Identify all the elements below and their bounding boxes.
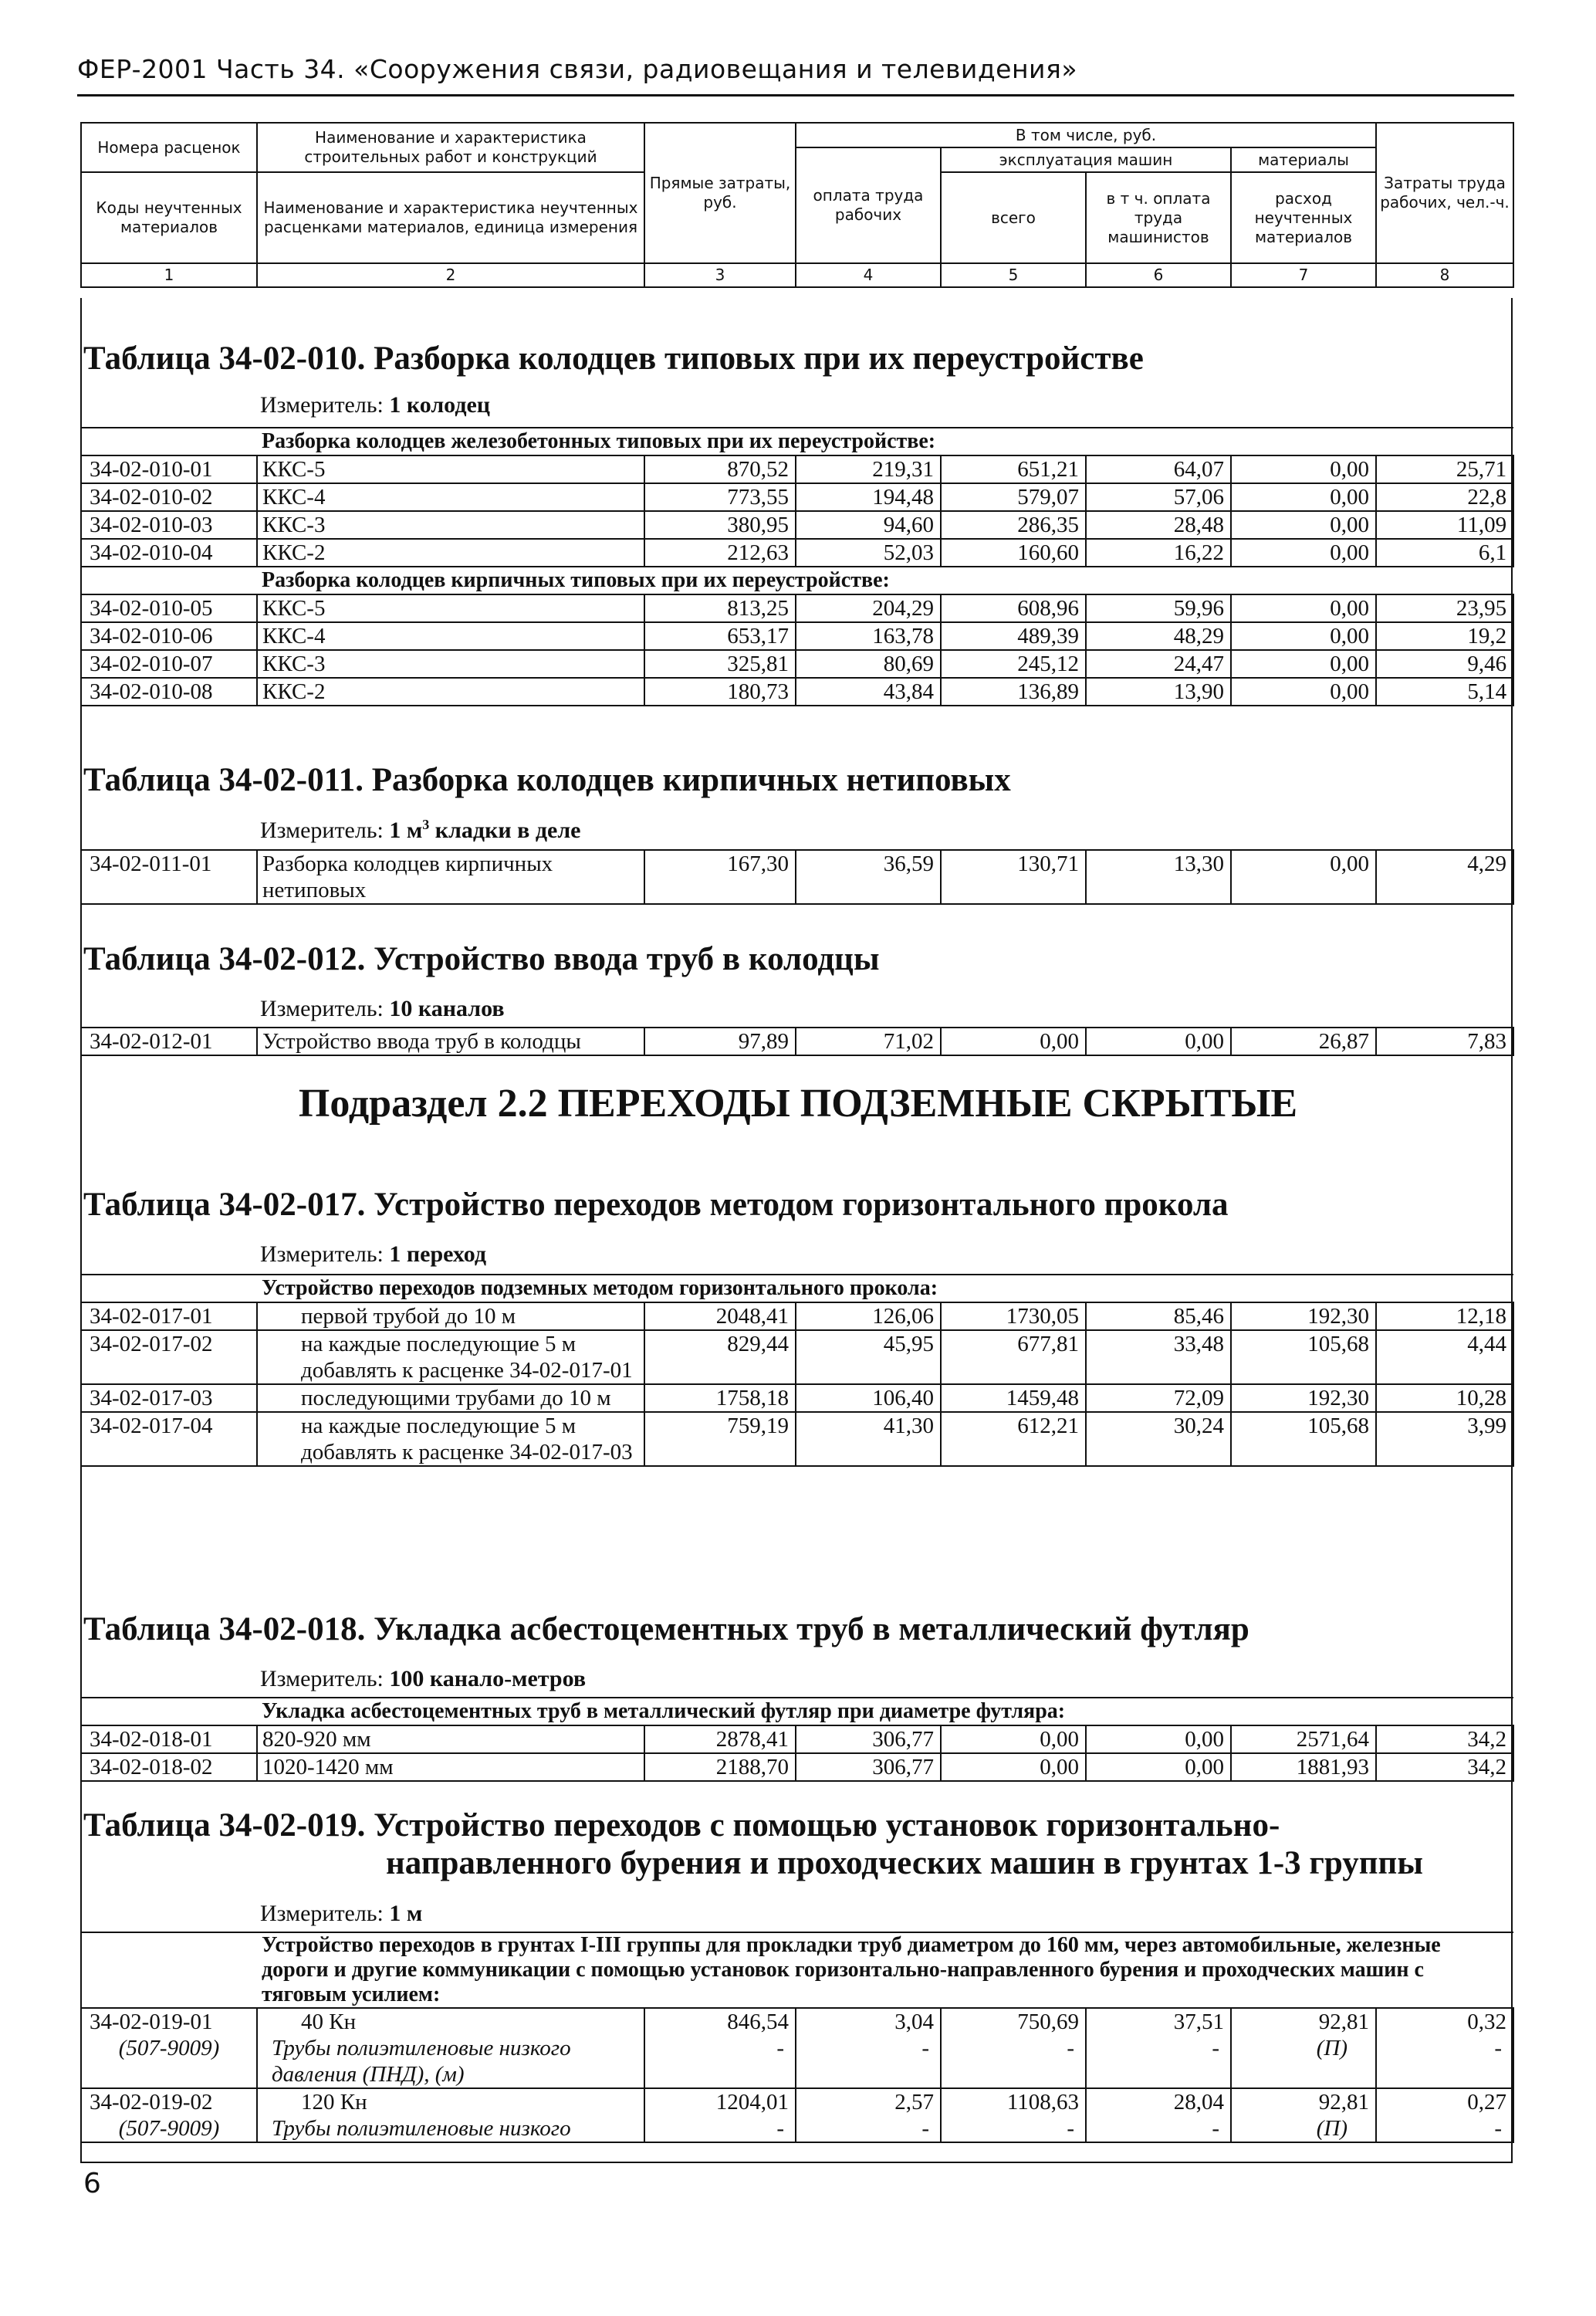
- labor-hours: 3,99: [1376, 1412, 1513, 1466]
- machines-total: 130,71: [941, 850, 1086, 904]
- labor-hours: -: [1376, 2035, 1513, 2088]
- materials: (П): [1231, 2035, 1376, 2088]
- direct-costs: 2188,70: [644, 1753, 796, 1781]
- rate-code: 34-02-010-04: [81, 539, 257, 567]
- direct-costs: 870,52: [644, 455, 796, 483]
- labor-hours: 9,46: [1376, 650, 1513, 678]
- rate-code: 34-02-010-06: [81, 622, 257, 650]
- materials: 192,30: [1231, 1302, 1376, 1330]
- work-name: ККС-4: [257, 483, 644, 511]
- rate-code: 34-02-012-01: [81, 1028, 257, 1055]
- col-number: 8: [1376, 263, 1513, 287]
- labor-hours: 5,14: [1376, 678, 1513, 706]
- machinists-pay: -: [1086, 2115, 1231, 2142]
- table-010-unit: Измеритель: 1 колодец: [260, 392, 491, 418]
- group-label: Устройство переходов в грунтах I-III группы для прокладки труб диаметром до 160 мм, через автомобильные, железные дороги и другие коммуникации с помощью установок горизонтально-направленного бурения и проходческих машин с тяговым усилием:: [257, 1932, 1513, 2008]
- labor-pay: 126,06: [796, 1302, 941, 1330]
- work-name: первой трубой до 10 м: [257, 1302, 644, 1330]
- direct-costs: 2048,41: [644, 1302, 796, 1330]
- col1-bottom-header: Коды неучтенных материалов: [81, 172, 257, 263]
- group-machines-header: эксплуатация машин: [941, 147, 1231, 172]
- table-row: [81, 511, 1513, 539]
- work-name: ККС-3: [257, 650, 644, 678]
- material-code: (507-9009): [81, 2115, 257, 2142]
- material-code: (507-9009): [81, 2035, 257, 2088]
- machines-total: 0,00: [941, 1725, 1086, 1753]
- table-017-title: Таблица 34-02-017. Устройство переходов методом горизонтального прокола: [83, 1187, 1229, 1223]
- col2-top-header: Наименование и характеристика строительных работ и конструкций: [257, 123, 644, 172]
- direct-costs: 212,63: [644, 539, 796, 567]
- machinists-pay: 59,96: [1086, 594, 1231, 622]
- table-row: [81, 1028, 1513, 1055]
- labor-pay: 94,60: [796, 511, 941, 539]
- materials: 92,81: [1231, 2088, 1376, 2115]
- column-header-table: [80, 122, 1514, 288]
- machines-total: 750,69: [941, 2008, 1086, 2035]
- labor-pay: 2,57: [796, 2088, 941, 2115]
- rate-code: 34-02-017-01: [81, 1302, 257, 1330]
- group-label: Укладка асбестоцементных труб в металлический футляр при диаметре футляра:: [257, 1698, 1513, 1725]
- labor-pay: 106,40: [796, 1384, 941, 1412]
- work-name: ККС-5: [257, 594, 644, 622]
- col6-header: в т ч. оплата труда машинистов: [1086, 172, 1231, 263]
- table-012-unit: Измеритель: 10 каналов: [260, 996, 505, 1021]
- machinists-pay: 24,47: [1086, 650, 1231, 678]
- table-row: [81, 1302, 1513, 1330]
- col7-header: расход неучтенных материалов: [1231, 172, 1376, 263]
- table-011-body: [80, 849, 1514, 905]
- table-012-body: [80, 1027, 1514, 1056]
- work-name: 1020-1420 мм: [257, 1753, 644, 1781]
- direct-costs: 1204,01: [644, 2088, 796, 2115]
- labor-hours: 25,71: [1376, 455, 1513, 483]
- machines-total: 245,12: [941, 650, 1086, 678]
- group-row: [81, 1932, 1513, 2008]
- running-header: ФЕР-2001 Часть 34. «Сооружения связи, радиовещания и телевидения»: [77, 54, 1078, 84]
- group-row: [81, 1698, 1513, 1725]
- table-018-title: Таблица 34-02-018. Укладка асбестоцементных труб в металлический футляр: [83, 1611, 1249, 1647]
- rate-code: 34-02-010-08: [81, 678, 257, 706]
- table-row: [81, 455, 1513, 483]
- table-row: [81, 1753, 1513, 1781]
- machinists-pay: 72,09: [1086, 1384, 1231, 1412]
- col-number: 6: [1086, 263, 1231, 287]
- work-name: Устройство ввода труб в колодцы: [257, 1028, 644, 1055]
- table-019-title: Таблица 34-02-019. Устройство переходов с помощью установок горизонтально- направленного бурения и проходческих машин в грунтах 1-3 группы: [83, 1807, 1423, 1881]
- table-010-title: Таблица 34-02-010. Разборка колодцев типовых при их переустройстве: [83, 340, 1144, 377]
- material-name: Трубы полиэтиленовые низкого: [257, 2115, 644, 2142]
- col5-header: всего: [941, 172, 1086, 263]
- labor-pay: 3,04: [796, 2008, 941, 2035]
- labor-pay: 45,95: [796, 1330, 941, 1384]
- table-row: [81, 539, 1513, 567]
- materials: 0,00: [1231, 622, 1376, 650]
- col8-header: Затраты труда рабочих, чел.-ч.: [1376, 123, 1513, 263]
- labor-hours: -: [1376, 2115, 1513, 2142]
- machines-total: -: [941, 2035, 1086, 2088]
- labor-hours: 4,29: [1376, 850, 1513, 904]
- table-019-unit: Измеритель: 1 м: [260, 1901, 423, 1926]
- col-number: 5: [941, 263, 1086, 287]
- direct-costs: 813,25: [644, 594, 796, 622]
- machines-total: 677,81: [941, 1330, 1086, 1384]
- labor-hours: 23,95: [1376, 594, 1513, 622]
- group-row: [81, 428, 1513, 455]
- materials: 0,00: [1231, 850, 1376, 904]
- rate-code: 34-02-010-01: [81, 455, 257, 483]
- work-name: ККС-2: [257, 539, 644, 567]
- table-row: [81, 594, 1513, 622]
- materials: 0,00: [1231, 594, 1376, 622]
- work-name: ККС-5: [257, 455, 644, 483]
- table-011-title: Таблица 34-02-011. Разборка колодцев кирпичных нетиповых: [83, 762, 1011, 798]
- group-label: Устройство переходов подземных методом горизонтального прокола:: [257, 1275, 1513, 1302]
- machines-total: 0,00: [941, 1753, 1086, 1781]
- materials: 0,00: [1231, 650, 1376, 678]
- labor-hours: 0,32: [1376, 2008, 1513, 2035]
- group-label: Разборка колодцев кирпичных типовых при их переустройстве:: [257, 567, 1513, 594]
- rate-code: 34-02-017-03: [81, 1384, 257, 1412]
- labor-hours: 34,2: [1376, 1753, 1513, 1781]
- materials: 26,87: [1231, 1028, 1376, 1055]
- materials: 0,00: [1231, 539, 1376, 567]
- materials: 105,68: [1231, 1330, 1376, 1384]
- machinists-pay: 28,04: [1086, 2088, 1231, 2115]
- machinists-pay: 85,46: [1086, 1302, 1231, 1330]
- rate-code: 34-02-010-07: [81, 650, 257, 678]
- materials: 192,30: [1231, 1384, 1376, 1412]
- rate-code: 34-02-018-02: [81, 1753, 257, 1781]
- machinists-pay: -: [1086, 2035, 1231, 2088]
- machinists-pay: 48,29: [1086, 622, 1231, 650]
- labor-pay: 219,31: [796, 455, 941, 483]
- machines-total: 651,21: [941, 455, 1086, 483]
- table-row: [81, 1412, 1513, 1466]
- machines-total: 489,39: [941, 622, 1086, 650]
- table-row: [81, 1725, 1513, 1753]
- col-number: 1: [81, 263, 257, 287]
- table-018-unit: Измеритель: 100 канало-метров: [260, 1666, 587, 1691]
- labor-hours: 11,09: [1376, 511, 1513, 539]
- group-row: [81, 567, 1513, 594]
- direct-costs: 846,54: [644, 2008, 796, 2035]
- work-name: ККС-2: [257, 678, 644, 706]
- group-label: Разборка колодцев железобетонных типовых при их переустройстве:: [257, 428, 1513, 455]
- table-row: [81, 2008, 1513, 2035]
- machines-total: 160,60: [941, 539, 1086, 567]
- materials: 105,68: [1231, 1412, 1376, 1466]
- labor-hours: 0,27: [1376, 2088, 1513, 2115]
- work-name: 820-920 мм: [257, 1725, 644, 1753]
- col-number: 3: [644, 263, 796, 287]
- table-017-unit: Измеритель: 1 переход: [260, 1241, 487, 1267]
- rate-code: 34-02-017-02: [81, 1330, 257, 1384]
- machinists-pay: 28,48: [1086, 511, 1231, 539]
- work-name: на каждые последующие 5 м добавлять к расценке 34-02-017-03: [257, 1412, 644, 1466]
- table-010-body: [80, 427, 1514, 706]
- col-number: 2: [257, 263, 644, 287]
- group-row: [81, 1275, 1513, 1302]
- material-row: [81, 2115, 1513, 2142]
- machinists-pay: 57,06: [1086, 483, 1231, 511]
- labor-hours: 19,2: [1376, 622, 1513, 650]
- labor-hours: 10,28: [1376, 1384, 1513, 1412]
- direct-costs: 380,95: [644, 511, 796, 539]
- direct-costs: -: [644, 2115, 796, 2142]
- rate-code: 34-02-010-05: [81, 594, 257, 622]
- material-row: [81, 2035, 1513, 2088]
- materials: 0,00: [1231, 511, 1376, 539]
- work-name: ККС-4: [257, 622, 644, 650]
- labor-hours: 12,18: [1376, 1302, 1513, 1330]
- labor-pay: 52,03: [796, 539, 941, 567]
- col4-header: оплата труда рабочих: [796, 147, 941, 263]
- direct-costs: -: [644, 2035, 796, 2088]
- table-row: [81, 850, 1513, 904]
- table-row: [81, 678, 1513, 706]
- materials: 1881,93: [1231, 1753, 1376, 1781]
- labor-pay: 36,59: [796, 850, 941, 904]
- labor-pay: 306,77: [796, 1725, 941, 1753]
- machinists-pay: 64,07: [1086, 455, 1231, 483]
- machines-total: 0,00: [941, 1028, 1086, 1055]
- table-row: [81, 1384, 1513, 1412]
- group-materials-header: материалы: [1231, 147, 1376, 172]
- machines-total: -: [941, 2115, 1086, 2142]
- labor-pay: 306,77: [796, 1753, 941, 1781]
- work-name: на каждые последующие 5 м добавлять к расценке 34-02-017-01: [257, 1330, 644, 1384]
- table-011-unit: Измеритель: 1 $м^3$ кладки в деле: [260, 817, 581, 843]
- materials: 0,00: [1231, 455, 1376, 483]
- direct-costs: 2878,41: [644, 1725, 796, 1753]
- work-name: ККС-3: [257, 511, 644, 539]
- table-017-body: [80, 1274, 1514, 1467]
- materials: 0,00: [1231, 678, 1376, 706]
- machines-total: 1730,05: [941, 1302, 1086, 1330]
- machinists-pay: 16,22: [1086, 539, 1231, 567]
- rate-code: 34-02-010-03: [81, 511, 257, 539]
- group-including-header: В том числе, руб.: [796, 123, 1376, 147]
- col-number: 4: [796, 263, 941, 287]
- work-name: последующими трубами до 10 м: [257, 1384, 644, 1412]
- work-name: 120 Кн: [257, 2088, 644, 2115]
- labor-hours: 4,44: [1376, 1330, 1513, 1384]
- labor-pay: 163,78: [796, 622, 941, 650]
- table-row: [81, 1330, 1513, 1384]
- machinists-pay: 0,00: [1086, 1753, 1231, 1781]
- machinists-pay: 0,00: [1086, 1028, 1231, 1055]
- machinists-pay: 30,24: [1086, 1412, 1231, 1466]
- rate-code: 34-02-019-02: [81, 2088, 257, 2115]
- col2-bottom-header: Наименование и характеристика неучтенных расценками материалов, единица измерения: [257, 172, 644, 263]
- table-row: [81, 2088, 1513, 2115]
- materials: 92,81: [1231, 2008, 1376, 2035]
- machines-total: 579,07: [941, 483, 1086, 511]
- machines-total: 1459,48: [941, 1384, 1086, 1412]
- rate-code: 34-02-010-02: [81, 483, 257, 511]
- machinists-pay: 13,90: [1086, 678, 1231, 706]
- labor-pay: 80,69: [796, 650, 941, 678]
- rate-code: 34-02-018-01: [81, 1725, 257, 1753]
- direct-costs: 829,44: [644, 1330, 796, 1384]
- direct-costs: 773,55: [644, 483, 796, 511]
- labor-pay: -: [796, 2115, 941, 2142]
- direct-costs: 759,19: [644, 1412, 796, 1466]
- materials: 0,00: [1231, 483, 1376, 511]
- labor-hours: 34,2: [1376, 1725, 1513, 1753]
- machines-total: 1108,63: [941, 2088, 1086, 2115]
- direct-costs: 167,30: [644, 850, 796, 904]
- rate-code: 34-02-011-01: [81, 850, 257, 904]
- labor-hours: 6,1: [1376, 539, 1513, 567]
- machines-total: 136,89: [941, 678, 1086, 706]
- machines-total: 608,96: [941, 594, 1086, 622]
- col-number: 7: [1231, 263, 1376, 287]
- labor-pay: 204,29: [796, 594, 941, 622]
- labor-hours: 7,83: [1376, 1028, 1513, 1055]
- work-name: Разборка колодцев кирпичных нетиповых: [257, 850, 644, 904]
- machinists-pay: 37,51: [1086, 2008, 1231, 2035]
- table-018-body: [80, 1697, 1514, 1782]
- col1-top-header: Номера расценок: [81, 123, 257, 172]
- machinists-pay: 33,48: [1086, 1330, 1231, 1384]
- labor-pay: -: [796, 2035, 941, 2088]
- machinists-pay: 0,00: [1086, 1725, 1231, 1753]
- rate-code: 34-02-019-01: [81, 2008, 257, 2035]
- materials: (П): [1231, 2115, 1376, 2142]
- table-012-title: Таблица 34-02-012. Устройство ввода труб в колодцы: [83, 941, 880, 977]
- page-number: 6: [83, 2168, 101, 2199]
- labor-pay: 41,30: [796, 1412, 941, 1466]
- table-row: [81, 622, 1513, 650]
- work-name: 40 Кн: [257, 2008, 644, 2035]
- machines-total: 286,35: [941, 511, 1086, 539]
- direct-costs: 97,89: [644, 1028, 796, 1055]
- labor-pay: 71,02: [796, 1028, 941, 1055]
- rate-code: 34-02-017-04: [81, 1412, 257, 1466]
- materials: 2571,64: [1231, 1725, 1376, 1753]
- table-019-body: [80, 1932, 1514, 2143]
- header-rule: [77, 94, 1514, 96]
- labor-pay: 194,48: [796, 483, 941, 511]
- machinists-pay: 13,30: [1086, 850, 1231, 904]
- table-row: [81, 483, 1513, 511]
- section-heading: Подраздел 2.2 ПЕРЕХОДЫ ПОДЗЕМНЫЕ СКРЫТЫЕ: [298, 1082, 1298, 1126]
- direct-costs: 1758,18: [644, 1384, 796, 1412]
- labor-pay: 43,84: [796, 678, 941, 706]
- col3-header: Прямые затраты, руб.: [644, 123, 796, 263]
- labor-hours: 22,8: [1376, 483, 1513, 511]
- material-name: Трубы полиэтиленовые низкого давления (ПНД), (м): [257, 2035, 644, 2088]
- direct-costs: 325,81: [644, 650, 796, 678]
- direct-costs: 180,73: [644, 678, 796, 706]
- direct-costs: 653,17: [644, 622, 796, 650]
- table-row: [81, 650, 1513, 678]
- machines-total: 612,21: [941, 1412, 1086, 1466]
